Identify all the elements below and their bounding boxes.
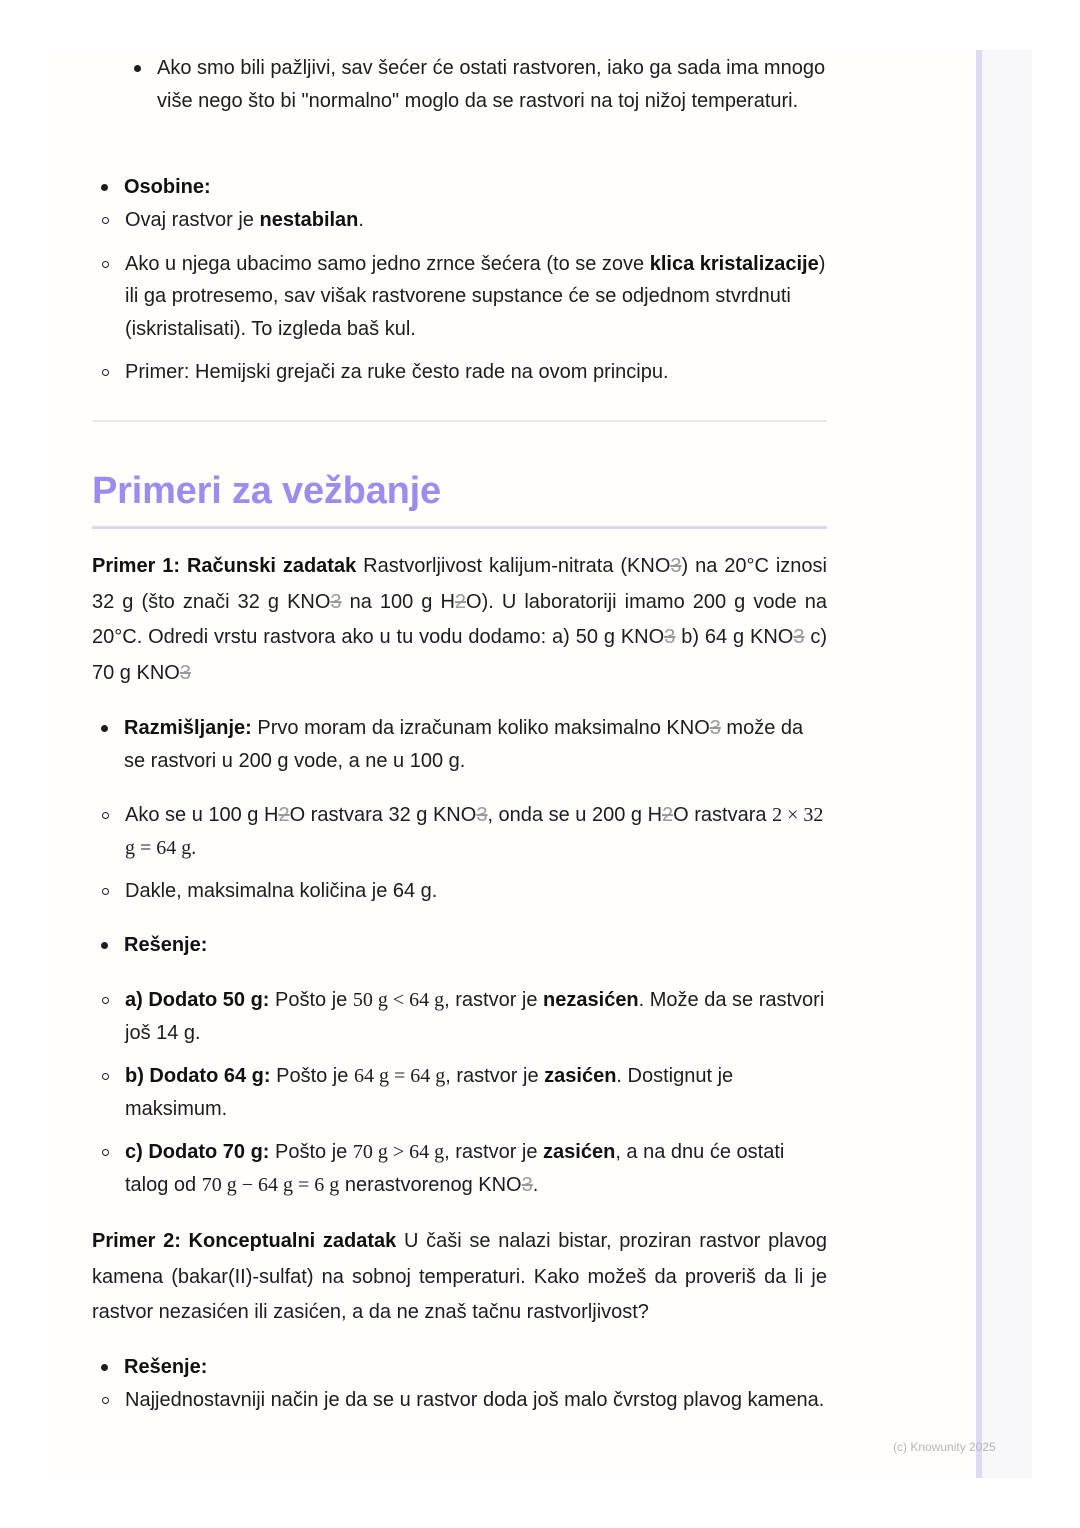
text: Ako u njega ubacimo samo jedno zrnce šećera (to se zove bbox=[125, 252, 650, 275]
text: Pošto je bbox=[269, 1141, 353, 1163]
list-item bbox=[92, 52, 827, 117]
text: nerastvorenog KNO bbox=[339, 1173, 522, 1196]
solution-list bbox=[92, 929, 827, 962]
text: , onda se u 200 g H bbox=[487, 804, 663, 826]
list-item bbox=[60, 799, 827, 864]
list-item bbox=[60, 1384, 827, 1417]
properties-label: Osobine: bbox=[124, 176, 211, 198]
solution-sublist bbox=[60, 984, 827, 1201]
list-item bbox=[60, 204, 827, 237]
bold-term: zasićen bbox=[543, 1141, 616, 1163]
text: Primer: Hemijski grejači za ruke često rade na ovom principu. bbox=[125, 361, 669, 383]
subscript: 3 bbox=[330, 590, 342, 613]
list-item bbox=[60, 1060, 827, 1125]
thinking-label: Razmišljanje: bbox=[124, 717, 252, 739]
text: ) ili ga protresemo, sav višak rastvorene supstance će se odjednom stvrdnuti (iskristalisati). To izgleda baš kul. bbox=[125, 252, 826, 340]
math-expression: 50 g < 64 g bbox=[352, 989, 445, 1011]
list-item-text: Ako smo bili pažljivi, sav šećer će ostati rastvoren, iako ga sada ima mnogo više nego što bi "normalno" moglo da se rastvori na toj nižoj temperaturi. bbox=[157, 57, 826, 112]
text: c) 70 g KNO bbox=[92, 626, 828, 684]
text: Ovaj rastvor je bbox=[125, 209, 260, 231]
text: Pošto je bbox=[269, 989, 353, 1011]
list-item-solution bbox=[92, 1351, 827, 1384]
text: O rastvara 32 g KNO bbox=[289, 804, 477, 826]
bold-term: nezasićen bbox=[543, 989, 639, 1011]
subscript: 3 bbox=[664, 626, 676, 648]
text: b) 64 g KNO bbox=[675, 626, 794, 648]
copyright-footer: (c) Knowunity 2025 bbox=[893, 1440, 996, 1454]
side-panel bbox=[982, 50, 1032, 1478]
example-1-statement bbox=[92, 549, 827, 691]
solution-2-sublist bbox=[60, 1384, 827, 1417]
text: . Može da se rastvori još 14 g. bbox=[125, 989, 825, 1044]
horizontal-divider bbox=[92, 420, 827, 422]
subscript: 3 bbox=[793, 626, 805, 648]
properties-list bbox=[92, 171, 827, 204]
text: Najjednostavniji način je da se u rastvor doda još malo čvrstog plavog kamena. bbox=[125, 1389, 825, 1411]
text: Ako se u 100 g H bbox=[125, 804, 279, 826]
list-item bbox=[60, 875, 827, 908]
text: Rastvorljivost kalijum-nitrata (KNO bbox=[356, 555, 671, 577]
subscript: 3 bbox=[179, 661, 191, 684]
text: , a na dnu će ostati talog od bbox=[125, 1141, 785, 1196]
subscript: 2 bbox=[278, 804, 290, 826]
example-2-statement bbox=[92, 1224, 827, 1331]
math-expression: 64 g = 64 g bbox=[353, 1065, 446, 1087]
list-item bbox=[60, 984, 827, 1049]
text: na 100 g H bbox=[341, 590, 455, 613]
text: U čaši se nalazi bistar, proziran rastvor plavog kamena (bakar(II)-sulfat) na sobnoj temperaturi. Kako možeš da proveriš da li je rastvor nezasićen ili zasićen, a da ne znaš tačnu rastvorljivost? bbox=[92, 1230, 827, 1323]
example-1-title: Primer 1: Računski zadatak bbox=[92, 555, 357, 577]
solution-label: Rešenje: bbox=[124, 934, 208, 956]
text: Dakle, maksimalna količina je 64 g. bbox=[125, 880, 438, 902]
text: ) na 20°C iznosi 32 g (što znači 32 g KNO bbox=[92, 555, 828, 613]
subscript: 2 bbox=[662, 804, 674, 826]
properties-sublist bbox=[60, 204, 827, 389]
text: , rastvor je bbox=[445, 1065, 545, 1087]
list-item bbox=[60, 248, 827, 346]
list-item bbox=[60, 356, 827, 389]
subscript: 3 bbox=[521, 1173, 533, 1196]
subscript: 3 bbox=[709, 717, 721, 739]
thinking-list bbox=[92, 712, 827, 777]
case-label: c) Dodato 70 g: bbox=[125, 1141, 270, 1163]
text: može da se rastvori u 200 g vode, a ne u 100 g. bbox=[124, 717, 804, 772]
case-label: a) Dodato 50 g: bbox=[125, 989, 270, 1011]
supersaturated-list bbox=[92, 52, 827, 117]
text: O). U laboratoriji imamo 200 g vode na 20°C. Odredi vrstu rastvora ako u tu vodu dodamo: a) 50 g KNO bbox=[92, 590, 827, 648]
solution-label: Rešenje: bbox=[124, 1356, 208, 1378]
text: , rastvor je bbox=[444, 989, 544, 1011]
heading-underline bbox=[92, 526, 827, 529]
text: Prvo moram da izračunam koliko maksimalno KNO bbox=[251, 717, 710, 739]
list-item-properties bbox=[92, 171, 827, 204]
text: . bbox=[358, 209, 364, 231]
text: O rastvara bbox=[673, 804, 773, 826]
text: . bbox=[532, 1173, 539, 1196]
bold-term: nestabilan bbox=[259, 209, 359, 231]
text: Pošto je bbox=[270, 1065, 354, 1087]
example-2-title: Primer 2: Konceptualni zadatak bbox=[92, 1230, 397, 1252]
solution-2-list bbox=[92, 1351, 827, 1384]
list-item-thinking bbox=[92, 712, 827, 777]
subscript: 3 bbox=[476, 804, 488, 826]
subscript: 3 bbox=[670, 555, 682, 577]
math-expression: 70 g − 64 g = 6 g bbox=[201, 1173, 340, 1196]
text: . Dostignut je maksimum. bbox=[125, 1065, 734, 1120]
list-item bbox=[60, 1136, 827, 1201]
text: , rastvor je bbox=[444, 1141, 544, 1163]
math-expression: 70 g > 64 g bbox=[352, 1141, 445, 1163]
section-heading: Primeri za vežbanje bbox=[92, 470, 441, 512]
case-label: b) Dodato 64 g: bbox=[125, 1065, 271, 1087]
bold-term: zasićen bbox=[544, 1065, 617, 1087]
list-item-solution bbox=[92, 929, 827, 962]
thinking-sublist bbox=[60, 799, 827, 908]
bold-term: klica kristalizacije bbox=[649, 252, 819, 275]
math-expression: 2 × 32 g = 64 g. bbox=[125, 804, 824, 859]
subscript: 2 bbox=[454, 590, 467, 613]
